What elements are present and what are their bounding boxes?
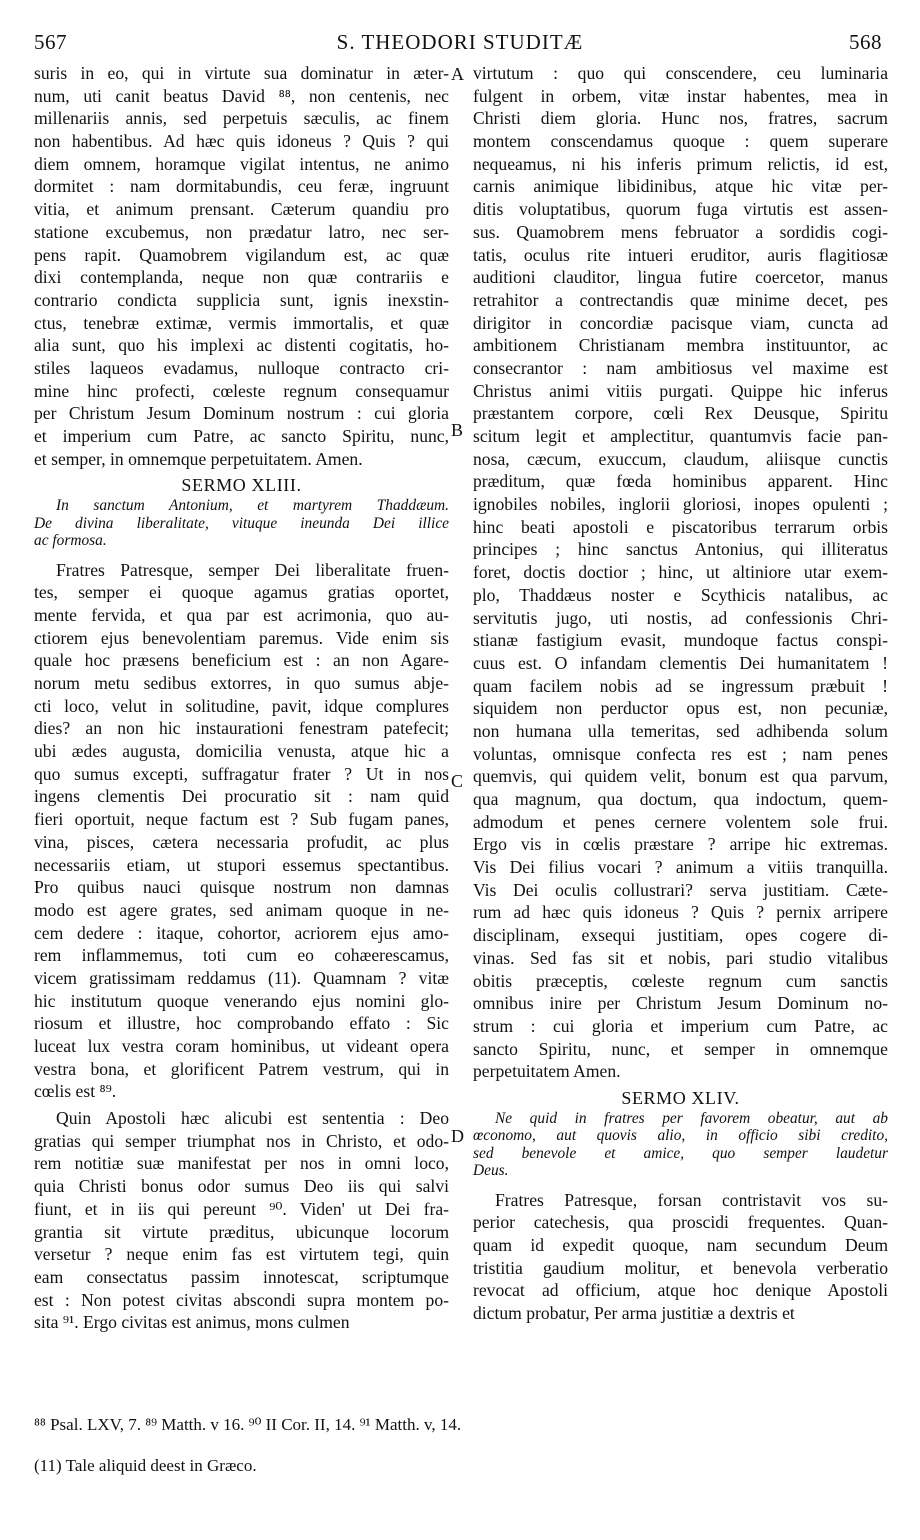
right-text-block-bottom [473, 1189, 888, 1325]
section-marker-b: B [451, 420, 464, 440]
text-line: præditum, quæ fœda hominibus apparent. Hinc [473, 471, 888, 492]
sermon-43-subtitle [34, 497, 449, 550]
text-line: gratias qui semper triumphat nos in Christo, et odo- [34, 1130, 449, 1151]
text-line: sancto Spiritu, nunc, et semper in omnemque [473, 1038, 888, 1059]
text-line: perpetuitatem Amen. [473, 1061, 621, 1082]
text-line: scitum legit et amplectitur, quantumvis facie pan- [473, 426, 888, 446]
text-line: dictum probatur, Per arma justitiæ a dextris et [473, 1303, 795, 1324]
text-line: tes, semper ei quoque agamus gratias oportet, [34, 582, 449, 603]
text-line: fulgent in orbem, vitæ instar habentes, mea in [473, 85, 888, 106]
text-line: omnibus inire per Christum Jesum Dominum no- [473, 993, 888, 1014]
text-line: quale hoc præsens beneficium est : an non Agare- [34, 650, 449, 671]
text-line: quam id expedit quoque, nam secundum Deum [473, 1235, 888, 1255]
text-line: admodum et penes cernere volentem sole frui. [473, 811, 888, 832]
text-line: ctiorem ejus benevolentiam paremus. Vide enim sis [34, 627, 449, 648]
text-line: per Christum Jesum Dominum nostrum : cui gloria [34, 403, 449, 424]
text-line: disciplinam, exsequi justitiam, opes cogere di- [473, 925, 888, 946]
text-line: quia Christi bonus odor sumus Deo iis qui salvi [34, 1176, 449, 1197]
text-line: modo est agere grates, sed animam quoque in ne- [34, 899, 449, 920]
text-line: carnis animique libidinibus, atque hic vitæ per- [473, 176, 888, 197]
left-text-block-bottom [34, 1107, 449, 1334]
footnotes [34, 1414, 894, 1477]
text-line: vestra bona, et glorificent Patrem vestrum, qui in [34, 1058, 449, 1079]
text-line: vinas. Sed fas sit et nobis, pari studio vitalibus [473, 947, 888, 968]
text-line: Fratres Patresque, semper Dei liberalitate fruen- [56, 559, 449, 580]
section-marker-a: A [451, 64, 464, 84]
text-line: ac formosa. [34, 532, 107, 550]
page-number-right: 568 [849, 30, 882, 54]
text-line: perior catechesis, qua proscidi frequentes. Quan- [473, 1212, 888, 1233]
text-line: Ne quid in fratres per favorem obeatur, aut ab [495, 1109, 888, 1127]
text-line: vicem gratissimam reddamus (11). Quamnam ? vitæ [34, 967, 449, 988]
footnote-references: ⁸⁸ Psal. LXV, 7. ⁸⁹ Matth. v 16. ⁹⁰ II Cor. II, 14. ⁹¹ Matth. v, 14. [34, 1415, 462, 1434]
text-line: dormitet : nam dormitabundis, ceu feræ, ingruunt [34, 176, 449, 197]
text-line: mine hinc profecti, cœleste regnum consequamur [34, 380, 449, 401]
text-line: servitutis jugo, uti nostis, ad confessionis Chri- [473, 607, 888, 628]
text-line: luceat lux vestra coram hominibus, ut videant opera [34, 1036, 449, 1056]
text-line: hinc beati apostoli e piscatoribus terrarum orbis [473, 516, 888, 537]
text-line: vitia, et animum prensant. Cæterum quandiu pro [34, 199, 449, 220]
text-line: vina, pisces, cætera necessaria profudit, ac plus [34, 831, 449, 852]
text-line: num, uti canit beatus David ⁸⁸, non centenis, nec [34, 85, 449, 106]
left-text-block-middle [34, 559, 449, 1104]
text-line: dies? an non hic instaurationi fenestram patefecit; [34, 718, 449, 739]
text-line: non humana ulla temeritas, sed adhibenda solum [473, 720, 888, 741]
text-line: versetur ? neque enim fas est virtutem tegi, quin [34, 1244, 449, 1265]
text-line: tristitia gaudium molitur, et benevola verberatio [473, 1257, 888, 1278]
section-marker-c: C [451, 771, 464, 791]
text-line: Vis Dei filius vocari ? animum a vitiis tranquilla. [473, 857, 888, 878]
right-text-block-top [473, 62, 888, 1083]
text-line: Christi diem gloria. Hunc nos, fratres, sacrum [473, 108, 888, 129]
left-text-block-top [34, 62, 449, 470]
text-line: In sanctum Antonium, et martyrem Thaddæum. [56, 497, 449, 515]
text-line: cœlis est ⁸⁹. [34, 1081, 117, 1102]
section-marker-d: D [451, 1126, 464, 1146]
text-line: retrahitor a contrectandis quæ minime decet, pes [473, 289, 888, 310]
text-line: Christus animi vitiis purgati. Quippe hic inferus [473, 380, 888, 401]
text-line: foret, doctis doctior ; hinc, ut altiniore utar exem- [473, 562, 888, 583]
text-line: Pro quibus nauci quisque nostrum non damnas [34, 877, 449, 898]
text-line: voluntas, omnisque confecta res est ; nam penes [473, 743, 888, 764]
text-line: quam facilem nobis ad se ingressum præbuit ! [473, 675, 888, 696]
text-line: alia sunt, quo his implexi ac distenti cogitatis, ho- [34, 335, 449, 356]
text-line: principes ; hinc sanctus Antonius, qui illiteratus [473, 539, 888, 560]
text-line: et semper, in omnemque perpetuitatem. Amen. [34, 448, 363, 469]
text-line: ctus, tenebræ extimæ, vermis immortalis, et quæ [34, 312, 449, 333]
text-line: qua magnum, qua doctum, qua indoctum, quem- [473, 789, 888, 809]
text-line: riosum et illustre, hoc comprobando effato : Sic [34, 1013, 449, 1034]
text-line: revocat ad officium, atque hoc denique Apostoli [473, 1280, 888, 1301]
text-line: Vis Dei oculis collustrari? serva justitiam. Cæte- [473, 879, 888, 900]
text-line: strum : cui gloria et imperium cum Patre, ac [473, 1015, 888, 1036]
sermon-43-title: SERMO XLIII. [181, 475, 302, 496]
text-line: De divina liberalitate, vituque ineunda Dei illice [34, 514, 449, 532]
text-line: dirigitor in concordiæ pacisque viam, cuncta ad [473, 312, 888, 333]
text-line: rum ad hæc quis idoneus ? Quis ? pernix arripere [473, 902, 888, 923]
sermon-44-subtitle [473, 1110, 888, 1180]
text-line: et imperium cum Patre, ac sancto Spiritu, nunc, [34, 426, 449, 446]
text-line: fieri oportuit, neque factum est ? Sub fugam panes, [34, 809, 449, 830]
text-line: præstantem corpore, cœli Rex Deusque, Spiritu [473, 403, 888, 424]
text-line: contrario condicta supplicia sunt, ignis inexstin- [34, 289, 449, 310]
text-line: sus. Quamobrem mens februator a sordidis cogi- [473, 221, 888, 242]
text-line: ambitionem Christianam membra instituuntor, ac [473, 335, 888, 356]
text-line: est : Non potest civitas abscondi supra montem po- [34, 1289, 449, 1310]
left-column [34, 62, 449, 1334]
right-column [473, 62, 888, 1325]
text-line: obitis præceptis, cœleste regnum cum sanctis [473, 970, 888, 991]
page-number-left: 567 [34, 30, 67, 54]
text-line: nequeamus, ni his inferis primum relictis, id est, [473, 153, 888, 174]
text-line: ubi ædes augusta, domicilia venusta, atque hic a [34, 741, 449, 762]
text-line: Deus. [473, 1162, 509, 1180]
text-line: sita ⁹¹. Ergo civitas est animus, mons culmen [34, 1312, 350, 1333]
text-line: millenariis annis, sed perpetuis sæculis, ac finem [34, 108, 449, 129]
text-line: eam consectatus passim innotescat, scriptumque [34, 1266, 449, 1287]
text-line: plo, Thaddæus noster e Scythicis natalibus, ac [473, 584, 888, 605]
text-line: necessariis etiam, ut stupori essemus spectantibus. [34, 854, 449, 875]
text-line: consecrantor : nam ambitiosus vel maxime est [473, 357, 888, 378]
text-line: tatis, oculus rite intueri eruditor, auris flagitiosæ [473, 244, 888, 265]
text-line: grantia sit virtute præditus, ubicunque locorum [34, 1221, 449, 1242]
text-line: montem conscendamus quoque : quem superare [473, 131, 888, 152]
text-line: rem notitiæ suæ manifestat per nos in omni loco, [34, 1153, 449, 1174]
text-line: ingens clementis Dei procuratio sit : nam quid [34, 786, 449, 807]
text-line: diem omnem, horamque vigilat intentus, ne animo [34, 153, 449, 174]
text-line: Ergo vis in cœlis præstare ? arripe hic extremas. [473, 834, 888, 855]
text-line: cem dedere : itaque, cohortor, acriorem ejus amo- [34, 922, 449, 943]
text-line: quo sumus excepti, suffragatur frater ? Ut in nos [34, 763, 449, 784]
text-line: stianæ fastigium evasit, mundoque factus conspi- [473, 630, 888, 651]
sermon-44-title: SERMO XLIV. [621, 1087, 740, 1108]
text-line: mente fervida, et qua par est acrimonia, quo au- [34, 604, 449, 625]
text-line: norum metu sedibus extorres, in quo sumus abje- [34, 673, 449, 693]
text-line: non habentibus. Ad hæc quis idoneus ? Quis ? qui [34, 131, 449, 152]
running-title: S. THEODORI STUDITÆ [336, 30, 584, 54]
text-line: quemvis, qui quidem velit, bonum est qua parvum, [473, 766, 888, 787]
footnote-11: (11) Tale aliquid deest in Græco. [34, 1456, 257, 1475]
text-line: sed benevole et amice, quo semper laudetur [473, 1144, 888, 1162]
text-line: nosa, cæcum, exuccum, claudum, aliisque cunctis [473, 448, 888, 469]
text-line: ignobiles nobiles, inglorii gloriosi, inopes opulenti ; [473, 494, 888, 515]
text-line: cuus est. O infandam clementis Dei humanitatem ! [473, 652, 888, 673]
text-line: fiunt, et in iis qui pereunt ⁹⁰. Viden' ut Dei fra- [34, 1198, 449, 1219]
text-line: cti loco, velut in solitudine, pavit, idque complures [34, 695, 449, 716]
text-line: suris in eo, qui in virtute sua dominatur in æter- [34, 63, 449, 83]
text-line: statione excubemus, non prædatur latro, nec ser- [34, 221, 449, 242]
text-line: Quin Apostoli hæc alicubi est sententia : Deo [56, 1108, 449, 1129]
text-line: ditis voluptatibus, quorum fuga virtutis est assen- [473, 199, 888, 220]
text-line: stiles laqueos evadamus, nulloque contracto cri- [34, 357, 449, 378]
text-line: virtutum : quo qui conscendere, ceu luminaria [473, 63, 888, 83]
text-line: auditioni clauditor, lingua futire coercetor, manus [473, 267, 888, 288]
text-line: siquidem non perductor opus est, non pecuniæ, [473, 698, 888, 719]
text-line: rem inflammemus, toti cum eo cohæerescamus, [34, 945, 449, 966]
text-line: œconomo, aut quovis alio, in officio sibi credito, [473, 1127, 888, 1145]
text-line: Fratres Patresque, forsan contristavit vos su- [495, 1189, 888, 1210]
text-line: dixi contemplanda, neque non quæ contrariis e [34, 267, 449, 288]
text-line: pens rapit. Quamobrem vigilandum est, ac quæ [34, 244, 449, 265]
text-line: hic institutum quoque venerando ejus nomini glo- [34, 990, 449, 1011]
